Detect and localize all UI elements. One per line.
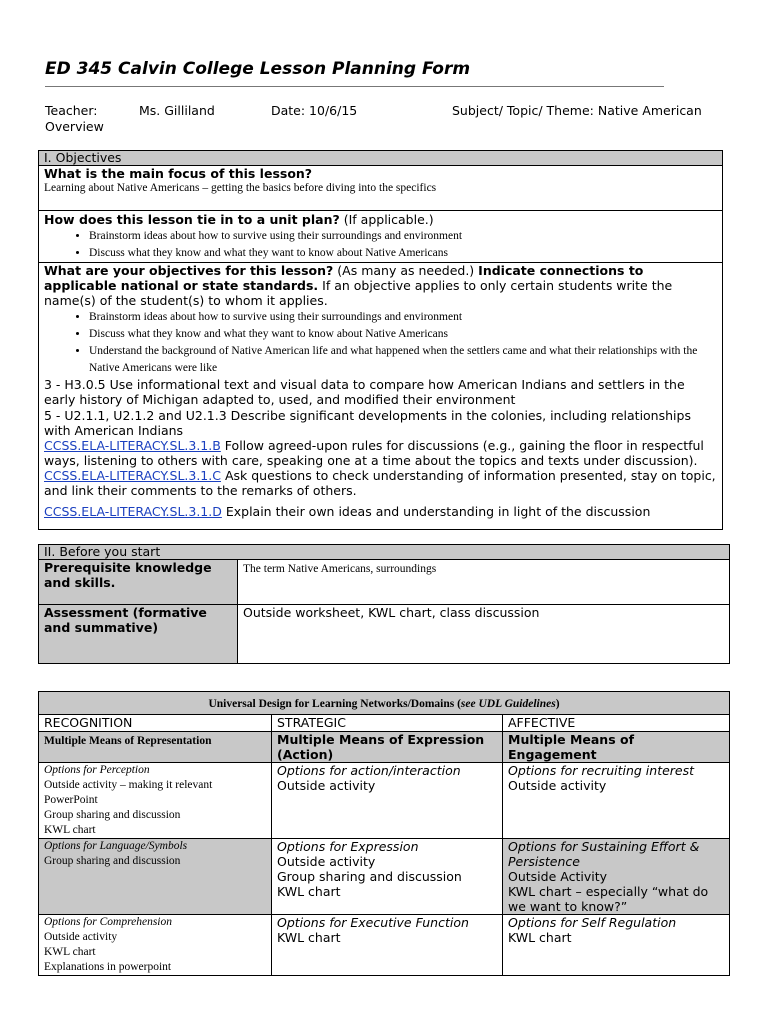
objectives-heading: I. Objectives [39, 151, 723, 166]
teacher-name: Ms. Gilliland [139, 103, 215, 118]
objectives-question: What are your objectives for this lesson? [44, 263, 334, 278]
options-expression-title: Options for Expression [277, 839, 419, 854]
options-perception-title: Options for Perception [44, 764, 150, 776]
ccss-link[interactable]: CCSS.ELA-LITERACY.SL.3.1.B [44, 438, 221, 453]
before-you-start-table [38, 544, 730, 664]
options-recruiting-title: Options for recruiting interest [508, 763, 695, 778]
udl-title [208, 698, 559, 710]
standard-michigan-u2: 5 - U2.1.1, U2.1.2 and U2.1.3 Describe significant developments in the colonies, including relationships with American Indians [44, 408, 691, 438]
assessment-value: Outside worksheet, KWL chart, class discussion [238, 605, 730, 664]
list-item: • Brainstorm ideas about how to survive using their surroundings and environment [89, 309, 717, 326]
assessment-label: Assessment (formative and summative) [39, 605, 238, 664]
list-item: Group sharing and discussion [277, 869, 462, 884]
ccss-text: Follow agreed-upon rules for discussions (e.g., gaining the floor in respectful ways, listening to others with care, speaking one at a time about the topics and texts under discussion). [44, 438, 704, 468]
ccss-text: Ask questions to check understanding of information presented, stay on topic, and link their comments to the remarks of others. [44, 468, 716, 498]
means-representation: Multiple Means of Representation [44, 735, 212, 747]
udl-title-text: Universal Design for Learning Networks/Domains ( [208, 697, 461, 710]
ccss-link[interactable]: CCSS.ELA-LITERACY.SL.3.1.D [44, 504, 222, 519]
title-underline [45, 86, 664, 87]
teacher-label: Teacher: [45, 103, 98, 118]
list-item: Outside activity [508, 778, 607, 793]
list-item: Outside activity [277, 854, 376, 869]
list-item: Outside activity – making it relevant [44, 779, 213, 791]
list-item: PowerPoint [44, 794, 98, 806]
students-instruction: If an objective applies to only certain students write the name(s) of the student(s) to whom it applies. [44, 278, 673, 308]
options-self-regulation-title: Options for Self Regulation [508, 915, 677, 930]
column-strategic: STRATEGIC [272, 715, 503, 732]
list-item: Group sharing and discussion [44, 855, 181, 867]
standard-michigan-h3: 3 - H3.0.5 Use informational text and visual data to compare how American Indians and settlers in the early history of Michigan adapted to, used, and modified their environment [44, 377, 685, 407]
list-item: • Discuss what they know and what they want to know about Native Americans [89, 245, 717, 262]
list-item: Group sharing and discussion [44, 809, 181, 821]
options-language-title: Options for Language/Symbols [44, 840, 188, 852]
main-focus-answer: Learning about Native Americans – getting the basics before diving into the specifics [44, 182, 437, 194]
list-item: Outside activity [277, 778, 376, 793]
list-item: Explanations in powerpoint [44, 961, 172, 973]
column-affective: AFFECTIVE [503, 715, 730, 732]
list-item: • Understand the background of Native American life and what happened when the settlers came and what their relationships with the Native Americans were like [89, 343, 717, 377]
column-recognition: RECOGNITION [39, 715, 272, 732]
prerequisite-label: Prerequisite knowledge and skills. [39, 560, 238, 605]
subject-topic-continued: Overview [45, 119, 104, 134]
ccss-standard [44, 504, 717, 519]
means-engagement: Multiple Means of Engagement [503, 732, 730, 763]
list-item: KWL chart [44, 824, 96, 836]
ccss-standard [44, 468, 717, 498]
means-expression: Multiple Means of Expression (Action) [272, 732, 503, 763]
list-item: • Brainstorm ideas about how to survive using their surroundings and environment [89, 228, 717, 245]
list-item: KWL chart [277, 884, 341, 899]
list-item: KWL chart [508, 930, 572, 945]
objectives-list [44, 309, 717, 377]
standards-instruction: Indicate connections to applicable national or state standards. [44, 263, 644, 293]
form-title: ED 345 Calvin College Lesson Planning Form [45, 59, 471, 79]
list-item: KWL chart – especially “what do we want to know?” [508, 884, 709, 914]
lesson-date: Date: 10/6/15 [271, 103, 358, 118]
udl-title-close: ) [555, 697, 560, 710]
main-focus-question: What is the main focus of this lesson? [44, 166, 313, 181]
list-item: Outside Activity [508, 869, 607, 884]
subject-topic: Subject/ Topic/ Theme: Native American [452, 103, 702, 118]
udl-guidelines-reference: see UDL Guidelines [460, 697, 556, 710]
options-executive-title: Options for Executive Function [277, 915, 469, 930]
objectives-table [38, 150, 723, 530]
objectives-note: (As many as needed.) [337, 263, 475, 278]
list-item: KWL chart [44, 946, 96, 958]
options-sustaining-title: Options for Sustaining Effort & Persistence [508, 839, 700, 869]
ccss-link[interactable]: CCSS.ELA-LITERACY.SL.3.1.C [44, 468, 221, 483]
list-item: Outside activity [44, 931, 118, 943]
prerequisite-value: The term Native Americans, surroundings [243, 563, 437, 575]
unit-plan-note: (If applicable.) [343, 212, 434, 227]
ccss-text: Explain their own ideas and understanding in light of the discussion [221, 504, 651, 519]
unit-plan-question: How does this lesson tie in to a unit plan? [44, 212, 340, 227]
ccss-standard [44, 438, 717, 468]
before-heading: II. Before you start [39, 545, 730, 560]
list-item: KWL chart [277, 930, 341, 945]
list-item: • Discuss what they know and what they want to know about Native Americans [89, 326, 717, 343]
options-action-title: Options for action/interaction [277, 763, 461, 778]
unit-plan-list [44, 228, 717, 262]
udl-table [38, 691, 730, 976]
options-comprehension-title: Options for Comprehension [44, 916, 172, 928]
